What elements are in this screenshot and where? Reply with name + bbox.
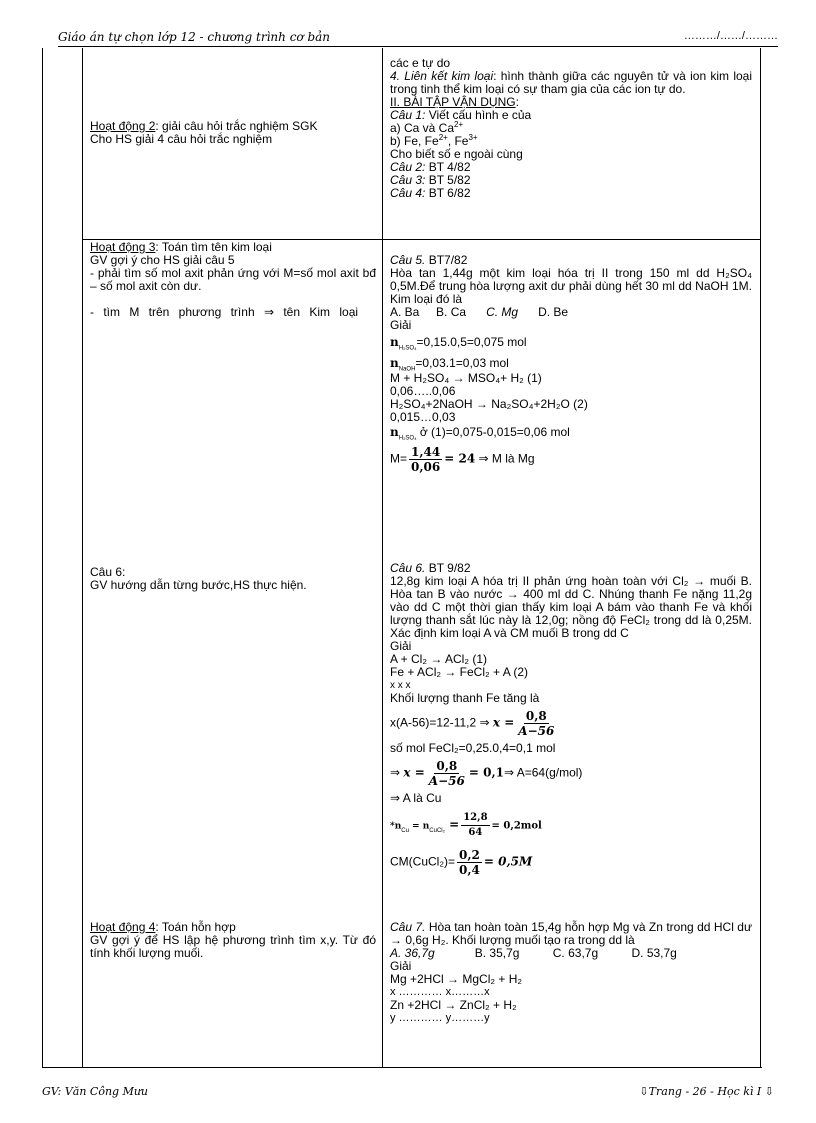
- page-header: [58, 30, 778, 46]
- row-separator-right-1: [382, 239, 760, 240]
- header-date: ………/……/………: [683, 30, 778, 42]
- header-title: Giáo án tự chọn lớp 12 - chương trình cơ bản: [58, 30, 331, 44]
- question-6: Câu 6. BT 9/82 12,8g kim loại A hóa trị II phản ứng hoàn toàn với Cl₂ → muối B. Hòa tan B vào nước → 400 ml dd C. Nhúng thanh Fe nặng 11,2g vào dd C một thời gian thấy kim loại A bám vào thanh Fe và khối lượng thanh sắt lúc này là 12,0g; nồng độ FeCl₂ trong dd là 0,25M. Xác định kim loại A và CM muối B trong dd C Giải A + Cl₂ → ACl₂ (1) Fe + ACl₂ → FeCl₂ + A (2) x x x Khối lượng thanh Fe tăng là x(A-56)=12-11,2 ⇒ x = $\frac{0,8}{A-56}$ số mol FeCl₂=0,25.0,4=0,1 mol ⇒ x = $\frac{0,8}{A-56}$ = 0,1⇒ A=64(g/mol) ⇒ A là Cu $*n_{Cu} = n_{CuCl_2}$ = $\frac{12,8}{64}$ = 0,2mol CM(CuCl₂)= $\frac{0,2}{0,4}$ = 0,5M: [390, 561, 752, 877]
- footer-author: GV: Văn Công Mưu: [42, 1085, 149, 1098]
- table-border-left: [42, 48, 43, 1068]
- activity-2-label: Hoạt động 2: [90, 119, 156, 133]
- activity-3-label: Hoạt động 3: [90, 240, 156, 254]
- question-5: Câu 5. BT7/82 Hòa tan 1,44g một kim loại hóa trị II trong 150 ml dd H₂SO₄ 0,5M.Để trung hòa lượng axit dư phải dùng hết 30 ml dd NaOH 1M. Kim loại đó là A. Ba B. Ca C. Mg D. Be Giải $n_{H_2SO_4}=0,15.0,5=0,075$ mol $n_{NaOH}=0,03.1=0,03$ mol M + H₂SO₄ → MSO₄+ H₂ (1) 0,06…..0,06 H₂SO₄+2NaOH → Na₂SO₄+2H₂O (2) 0,015…0,03 $n_{H_2SO_4}$ ở (1)=0,075-0,015=0,06 mol M= $\frac{1,44}{0,06}$ = 24 ⇒ M là Mg: [390, 253, 752, 474]
- question-7-options: A. 36,7g B. 35,7g C. 63,7g D. 53,7g: [390, 946, 677, 960]
- activity-2: Hoạt động 2: giải câu hỏi trắc nghiệm SGK Cho HS giải 4 câu hỏi trắc nghiệm: [90, 119, 318, 146]
- table-border-inner: [82, 48, 83, 1068]
- header-rule: [58, 46, 778, 47]
- section-2-title: II. BÀI TẬP VẬN DỤNG: [390, 95, 516, 109]
- question-6-guide: Câu 6: GV hướng dẫn từng bước,HS thực hiện.: [90, 565, 307, 592]
- lesson-table: [42, 48, 762, 1068]
- theory-block: các e tự do 4. Liên kết kim loại: hình thành giữa các nguyên tử và ion kim loại trong tinh thể kim loại có sự tham gia của các ion tự do. II. BÀI TẬP VẬN DỤNG: Câu 1: Viết cấu hình e của a) Ca và $Ca^{2+}$ b) Fe, $Fe^{2+}$, $Fe^{3+}$ Cho biết số e ngoài cùng Câu 2: BT 4/82 Câu 3: BT 5/82 Câu 4: BT 6/82: [390, 56, 753, 200]
- table-border-mid: [382, 48, 383, 1068]
- table-border-bottom: [42, 1067, 762, 1068]
- table-border-right: [760, 48, 761, 1068]
- activity-4: Hoạt động 4: Toán hỗn hợp GV gợi ý để HS lập hệ phương trình tìm x,y. Từ đó tính khối lượng muối.: [90, 920, 376, 960]
- footer-page: ⇩Trang - 26 - Học kì I ⇩: [639, 1085, 774, 1098]
- activity-4-label: Hoạt động 4: [90, 920, 156, 934]
- question-5-options: A. Ba B. Ca C. Mg D. Be: [390, 305, 569, 319]
- row-separator-left-1: [82, 239, 382, 240]
- question-5-result: M= $\frac{1,44}{0,06}$ = 24 ⇒ M là Mg: [390, 445, 535, 474]
- question-7: Câu 7. Hòa tan hoàn toàn 15,4g hỗn hợp Mg và Zn trong dd HCl dư → 0,6g H₂. Khối lượng muối tạo ra trong dd là A. 36,7g B. 35,7g C. 63,7g D. 53,7g Giải Mg +2HCl → MgCl₂ + H₂ x ………… x………x Zn +2HCl → ZnCl₂ + H₂ y ………… y………y: [390, 920, 752, 1024]
- activity-3: Hoạt động 3: Toán tìm tên kim loại GV gợi ý cho HS giải câu 5 - phải tìm số mol axit phản ứng với M=số mol axit bđ – số mol axit còn dư. - tìm M trên phương trình ⇒ tên Kim loại: [90, 240, 376, 319]
